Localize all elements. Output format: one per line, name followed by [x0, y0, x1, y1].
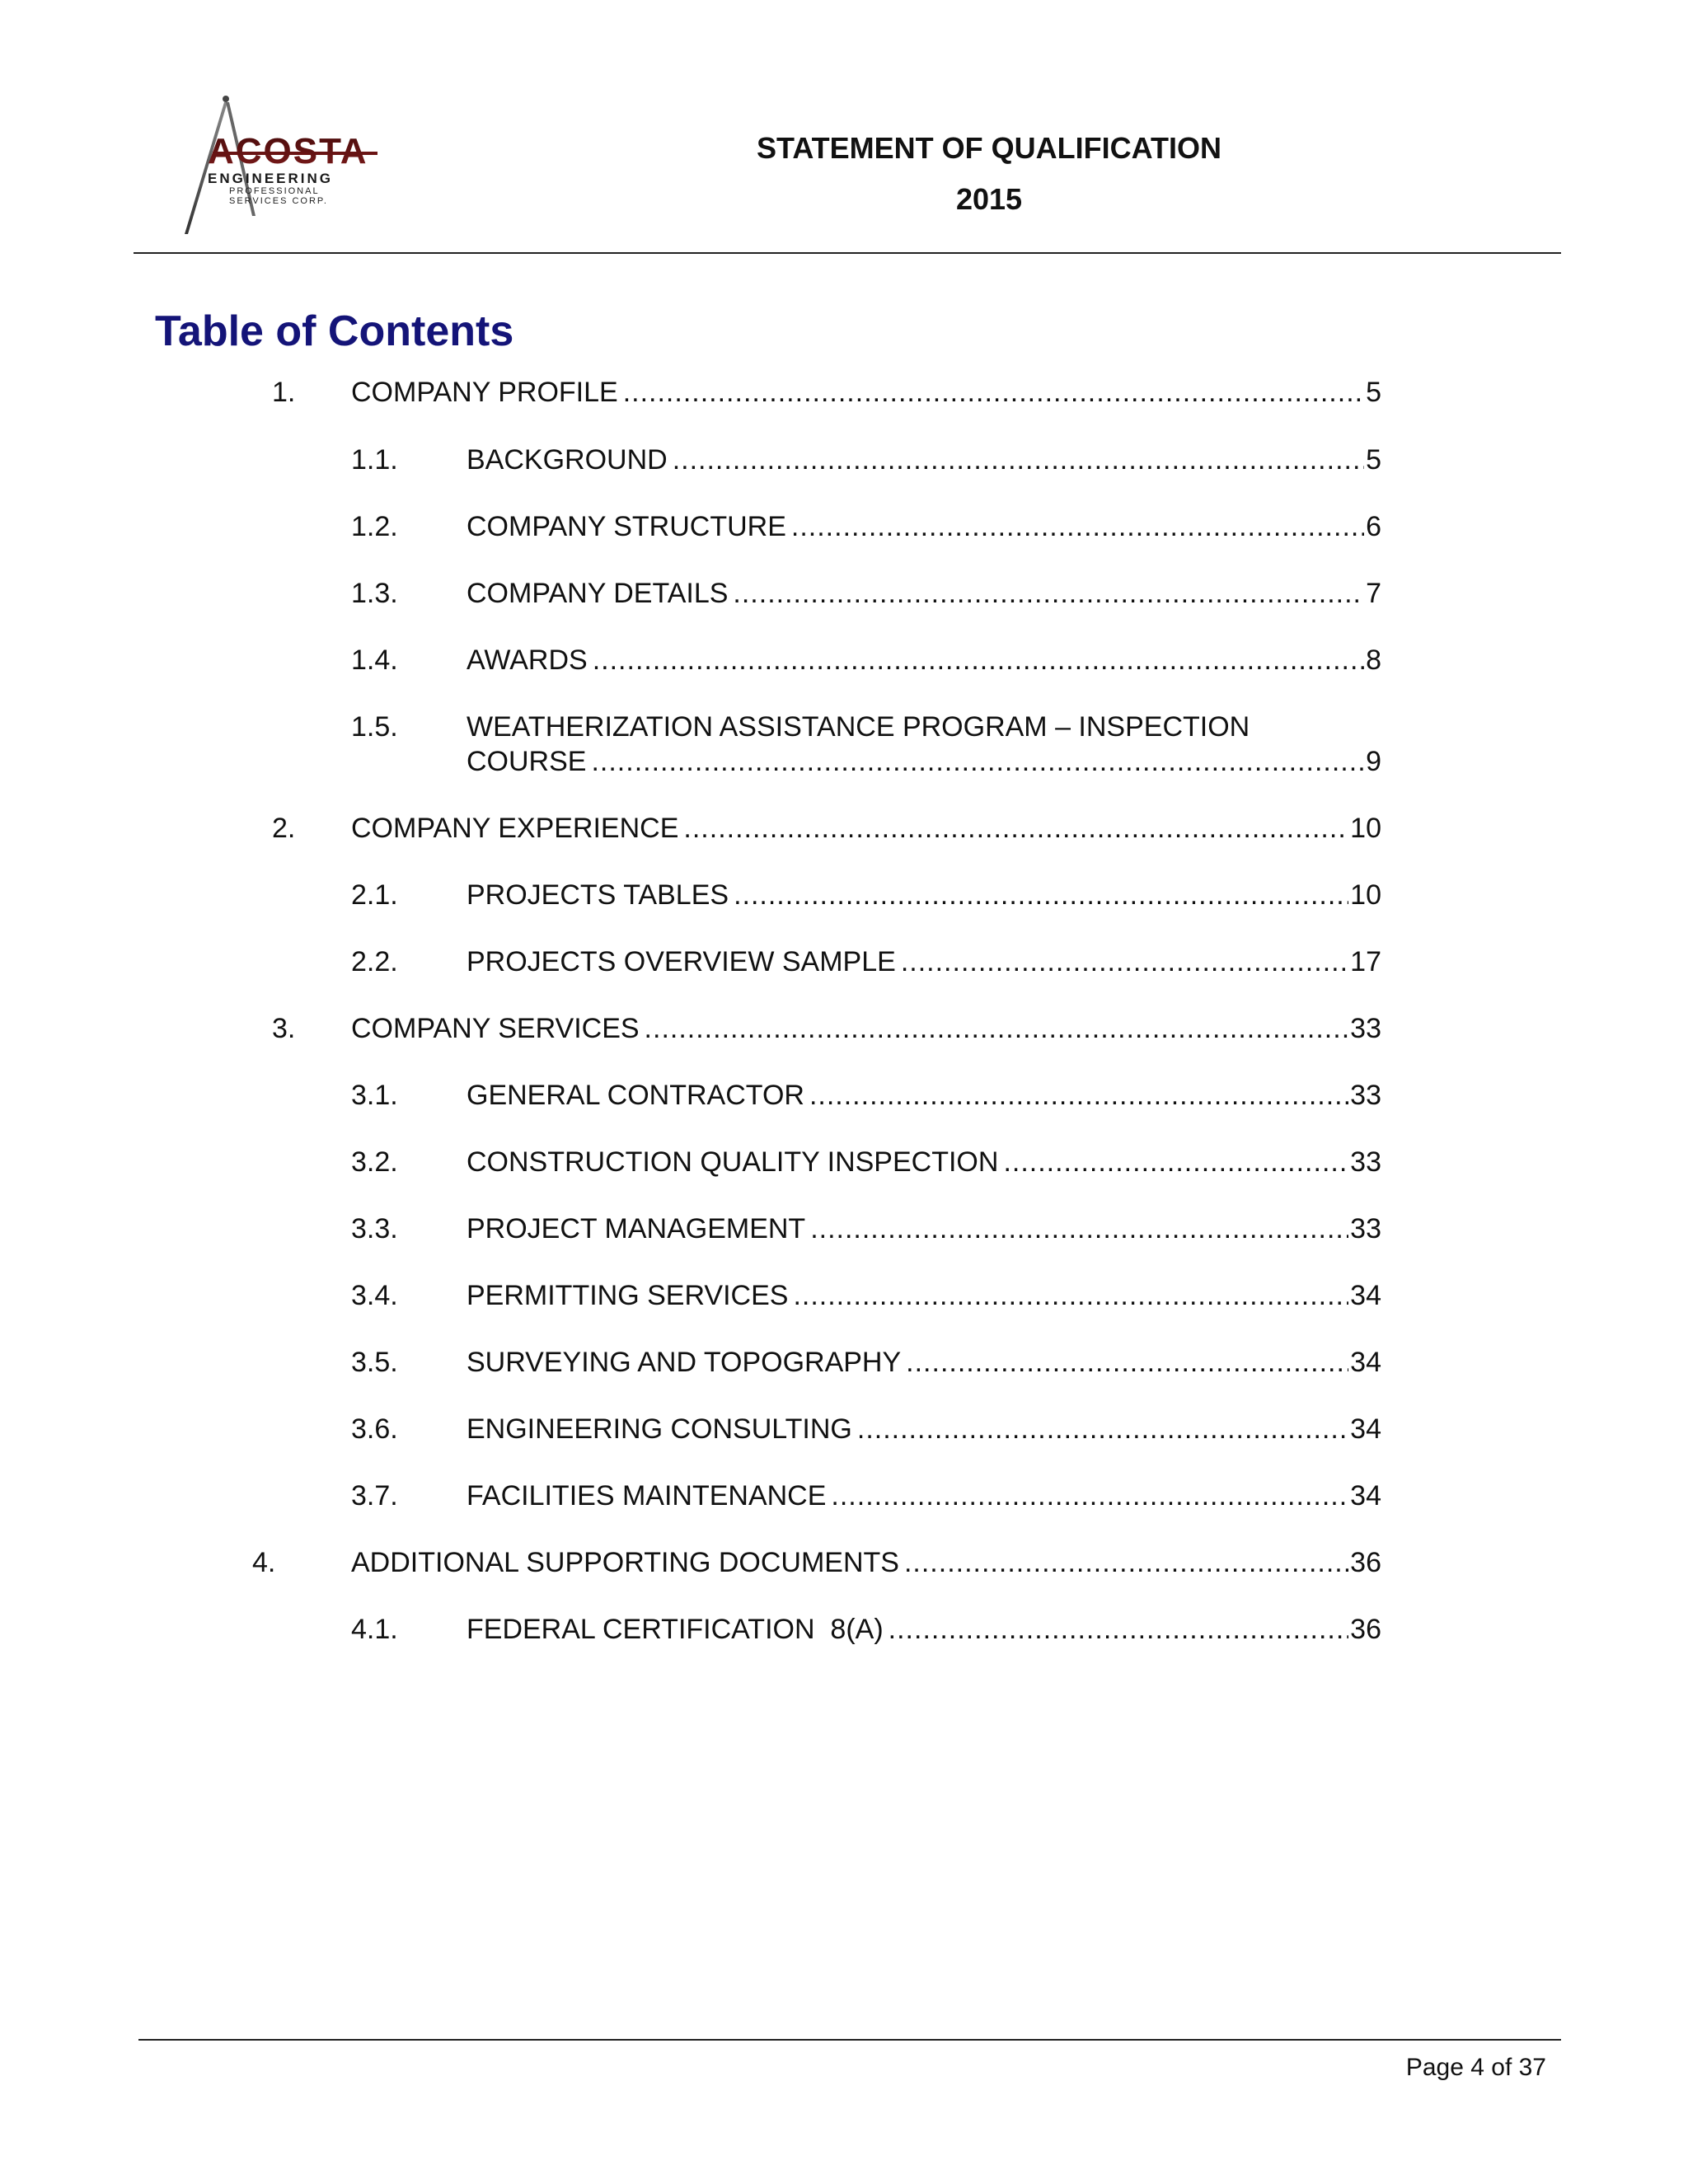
toc-entry-link[interactable] — [351, 375, 1381, 410]
toc-page-number: 33 — [1350, 1146, 1381, 1178]
toc-dot-leader — [733, 576, 1364, 611]
logo-services-text: SERVICES CORP. — [229, 196, 328, 206]
toc-dot-leader — [593, 643, 1364, 677]
toc-dot-leader — [673, 443, 1364, 477]
toc-dot-leader — [809, 1078, 1348, 1113]
toc-entry-number: 1.5. — [351, 711, 398, 743]
toc-entry-number: 3.2. — [351, 1146, 398, 1178]
toc-page-number: 17 — [1350, 946, 1381, 977]
toc-dot-leader — [734, 878, 1348, 912]
toc-page-number: 33 — [1350, 1213, 1381, 1244]
toc-entry-link[interactable] — [467, 1212, 1381, 1246]
toc-page-number: 10 — [1350, 879, 1381, 911]
toc-entry-link[interactable] — [467, 1412, 1381, 1446]
toc-entry-link[interactable] — [467, 710, 1250, 744]
toc-dot-leader — [810, 1212, 1348, 1246]
toc-entry-number: 3.7. — [351, 1480, 398, 1511]
toc-entry-title: ENGINEERING CONSULTING — [467, 1413, 852, 1445]
logo-professional-text: PROFESSIONAL — [229, 186, 320, 196]
toc-entry-number: 2. — [272, 813, 296, 844]
toc-entry-number: 3.3. — [351, 1213, 398, 1244]
toc-dot-leader — [645, 1011, 1349, 1046]
toc-entry-link[interactable] — [467, 643, 1381, 677]
toc-page-number: 6 — [1366, 511, 1381, 542]
toc-page-number: 5 — [1366, 377, 1381, 408]
toc-entry-title: COMPANY PROFILE — [351, 377, 618, 408]
toc-entry-title: ADDITIONAL SUPPORTING DOCUMENTS — [351, 1547, 899, 1578]
toc-dot-leader — [683, 811, 1348, 846]
toc-entry-title: SURVEYING AND TOPOGRAPHY — [467, 1347, 902, 1378]
toc-entry-link[interactable] — [351, 1545, 1381, 1580]
toc-entry-number: 3.5. — [351, 1347, 398, 1378]
toc-entry-title: FACILITIES MAINTENANCE — [467, 1480, 827, 1511]
toc-entry-link[interactable] — [467, 509, 1381, 544]
toc-entry-number: 1. — [272, 377, 296, 408]
toc-dot-leader — [793, 1278, 1348, 1313]
document-year: 2015 — [955, 182, 1023, 216]
toc-entry-title-continued: COURSE — [467, 746, 587, 777]
toc-entry-number: 3.6. — [351, 1413, 398, 1445]
toc-entry-title: BACKGROUND — [467, 444, 668, 476]
toc-entry-link[interactable] — [351, 811, 1381, 846]
toc-dot-leader — [889, 1612, 1349, 1647]
toc-page-number: 5 — [1366, 444, 1381, 476]
toc-entry-link[interactable] — [467, 576, 1381, 611]
toc-page-number: 36 — [1350, 1614, 1381, 1645]
toc-entry-number: 2.1. — [351, 879, 398, 911]
logo-engineering-text: ENGINEERING — [208, 171, 334, 186]
toc-page-number: 36 — [1350, 1547, 1381, 1578]
toc-entry-number: 1.2. — [351, 511, 398, 542]
toc-entry-link[interactable] — [467, 1345, 1381, 1380]
toc-page-number: 10 — [1350, 813, 1381, 844]
toc-dot-leader — [791, 509, 1364, 544]
toc-page-number: 34 — [1350, 1347, 1381, 1378]
toc-entry-title: COMPANY STRUCTURE — [467, 511, 786, 542]
toc-entry-number: 3.1. — [351, 1080, 398, 1111]
toc-entry-number: 3.4. — [351, 1280, 398, 1311]
toc-entry-title: PROJECTS OVERVIEW SAMPLE — [467, 946, 896, 977]
toc-entry-number: 4. — [252, 1547, 276, 1578]
toc-page-number: 33 — [1350, 1080, 1381, 1111]
toc-entry-title: COMPANY SERVICES — [351, 1013, 640, 1044]
toc-page-number: 7 — [1366, 578, 1381, 609]
toc-dot-leader — [1003, 1145, 1348, 1179]
toc-dot-leader — [591, 744, 1364, 779]
logo-main-text: ACOSTA — [208, 134, 381, 170]
toc-entry-number: 2.2. — [351, 946, 398, 977]
toc-entry-number: 1.3. — [351, 578, 398, 609]
toc-entry-number: 4.1. — [351, 1614, 398, 1645]
toc-entry-title: WEATHERIZATION ASSISTANCE PROGRAM – INSPECTION — [467, 711, 1250, 743]
toc-dot-leader — [857, 1412, 1348, 1446]
toc-entry-number: 1.4. — [351, 644, 398, 676]
toc-entry-link-continued[interactable] — [467, 744, 1381, 779]
toc-page-number: 9 — [1366, 746, 1381, 777]
toc-dot-leader — [623, 375, 1364, 410]
toc-entry-link[interactable] — [467, 1145, 1381, 1179]
toc-page-number: 34 — [1350, 1280, 1381, 1311]
toc-entry-link[interactable] — [351, 1011, 1381, 1046]
toc-entry-title: COMPANY DETAILS — [467, 578, 729, 609]
toc-entry-link[interactable] — [467, 443, 1381, 477]
document-title: STATEMENT OF QUALIFICATION — [757, 131, 1221, 165]
toc-heading: Table of Contents — [155, 307, 514, 355]
toc-page-number: 34 — [1350, 1413, 1381, 1445]
toc-dot-leader — [901, 944, 1348, 979]
toc-entry-title: CONSTRUCTION QUALITY INSPECTION — [467, 1146, 999, 1178]
toc-entry-link[interactable] — [467, 944, 1381, 979]
toc-entry-title: FEDERAL CERTIFICATION 8(A) — [467, 1614, 884, 1645]
toc-entry-title: PROJECTS TABLES — [467, 879, 729, 911]
toc-entry-title: GENERAL CONTRACTOR — [467, 1080, 804, 1111]
toc-entry-number: 1.1. — [351, 444, 398, 476]
toc-page-number: 8 — [1366, 644, 1381, 676]
toc-entry-link[interactable] — [467, 1078, 1381, 1113]
toc-page-number: 33 — [1350, 1013, 1381, 1044]
toc-entry-title: AWARDS — [467, 644, 588, 676]
footer-divider — [138, 2039, 1561, 2041]
toc-entry-title: PROJECT MANAGEMENT — [467, 1213, 806, 1244]
toc-page-number: 34 — [1350, 1480, 1381, 1511]
toc-entry-title: COMPANY EXPERIENCE — [351, 813, 679, 844]
toc-entry-link[interactable] — [467, 1479, 1381, 1513]
toc-entry-link[interactable] — [467, 1278, 1381, 1313]
page-number: Page 4 of 37 — [1405, 2054, 1546, 2081]
toc-entry-title: PERMITTING SERVICES — [467, 1280, 789, 1311]
toc-entry-link[interactable] — [467, 878, 1381, 912]
toc-entry-link[interactable] — [467, 1612, 1381, 1647]
toc-entry-number: 3. — [272, 1013, 296, 1044]
toc-dot-leader — [906, 1345, 1348, 1380]
toc-dot-leader — [904, 1545, 1348, 1580]
toc-dot-leader — [831, 1479, 1348, 1513]
